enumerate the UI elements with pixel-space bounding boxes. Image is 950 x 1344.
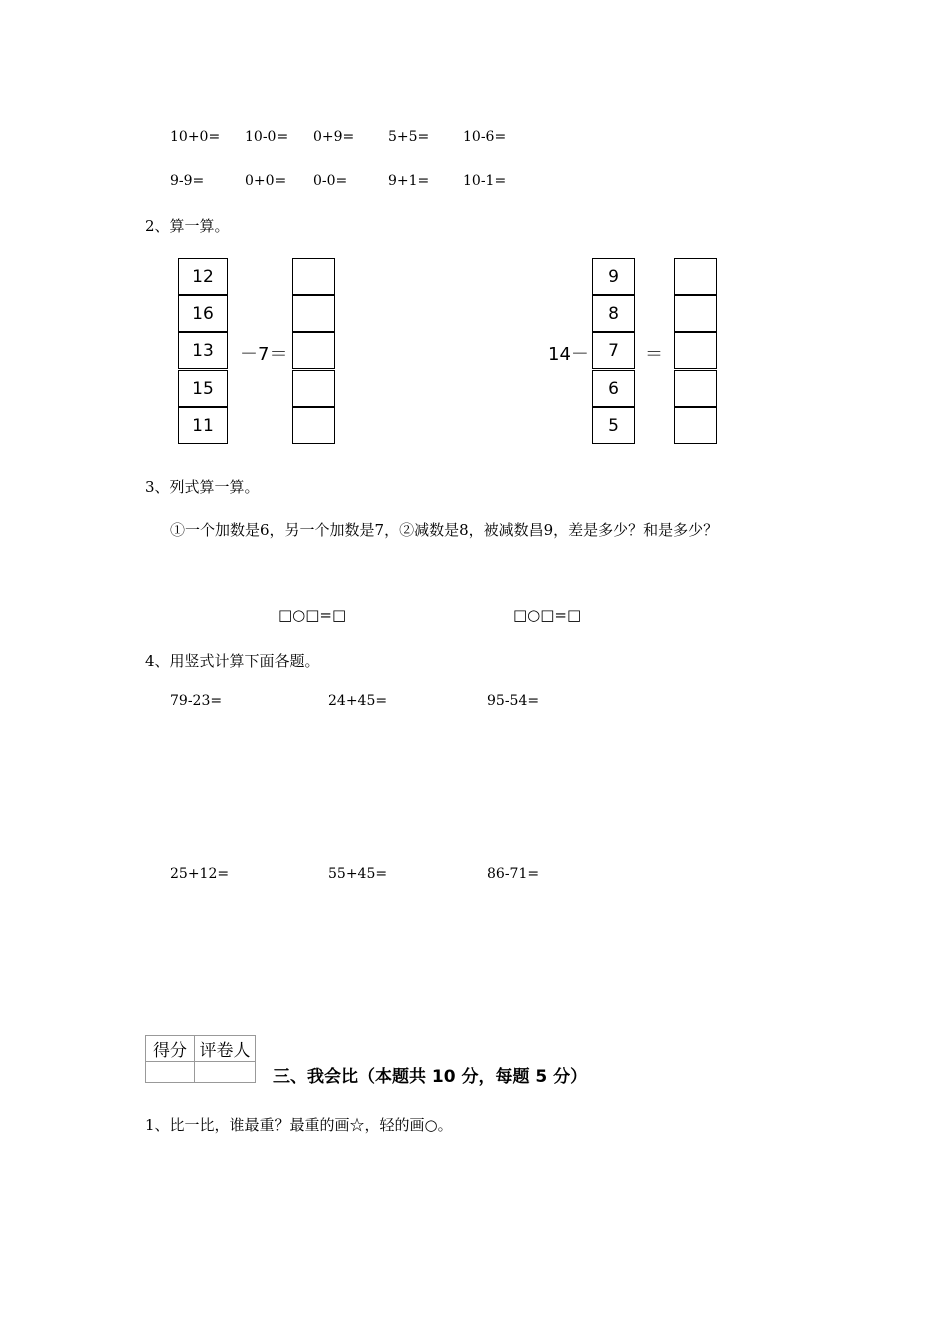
answer-box[interactable] <box>674 407 717 444</box>
vertical-problem: 24+45= <box>328 693 388 709</box>
left-number-cell: 13 <box>178 332 228 369</box>
score-header: 得分 <box>146 1036 195 1062</box>
problem-1-3: 0+9= <box>313 129 355 145</box>
section-3-q1: 1、比一比，谁最重？最重的画☆，轻的画○。 <box>145 1116 453 1134</box>
answer-box[interactable] <box>674 370 717 407</box>
vertical-problem: 55+45= <box>328 866 388 882</box>
vertical-problem: 95-54= <box>487 693 540 709</box>
left-operator: －7＝ <box>240 344 288 365</box>
left-number-cell: 16 <box>178 295 228 332</box>
answer-box[interactable] <box>292 370 335 407</box>
answer-box[interactable] <box>292 407 335 444</box>
vertical-problem: 25+12= <box>170 866 230 882</box>
problem-2-1: 9-9= <box>170 173 205 189</box>
answer-box[interactable] <box>292 295 335 332</box>
answer-box[interactable] <box>674 295 717 332</box>
problem-2-5: 10-1= <box>463 173 507 189</box>
left-number-cell: 12 <box>178 258 228 295</box>
left-number-cell: 11 <box>178 407 228 444</box>
problem-2-2: 0+0= <box>245 173 287 189</box>
equation-template-1: □○□=□ <box>278 606 347 624</box>
answer-box[interactable] <box>674 332 717 369</box>
grader-header: 评卷人 <box>195 1036 256 1062</box>
right-number-cell: 8 <box>592 295 635 332</box>
problem-1-4: 5+5= <box>388 129 430 145</box>
problem-1-1: 10+0= <box>170 129 221 145</box>
answer-box[interactable] <box>292 332 335 369</box>
q3-text: ①一个加数是6，另一个加数是7，②减数是8，被减数昌9，差是多少？和是多少？ <box>170 521 719 539</box>
q2-title: 2、算一算。 <box>145 217 230 235</box>
equation-template-2: □○□=□ <box>513 606 582 624</box>
right-prefix: 14－ <box>548 344 589 365</box>
vertical-problem: 79-23= <box>170 693 223 709</box>
section-3-heading: 三、我会比（本题共 10 分，每题 5 分） <box>273 1067 588 1087</box>
vertical-problem: 86-71= <box>487 866 540 882</box>
q3-title: 3、列式算一算。 <box>145 478 260 496</box>
problem-2-3: 0-0= <box>313 173 348 189</box>
right-equals: ＝ <box>645 344 663 365</box>
problem-1-5: 10-6= <box>463 129 507 145</box>
problem-1-2: 10-0= <box>245 129 289 145</box>
answer-box[interactable] <box>292 258 335 295</box>
answer-box[interactable] <box>674 258 717 295</box>
right-number-cell: 5 <box>592 407 635 444</box>
score-cell[interactable] <box>146 1062 195 1083</box>
grader-cell[interactable] <box>195 1062 256 1083</box>
right-number-cell: 9 <box>592 258 635 295</box>
problem-2-4: 9+1= <box>388 173 430 189</box>
q4-title: 4、用竖式计算下面各题。 <box>145 652 320 670</box>
right-number-cell: 7 <box>592 332 635 369</box>
right-number-cell: 6 <box>592 370 635 407</box>
left-number-cell: 15 <box>178 370 228 407</box>
score-table <box>145 1035 256 1083</box>
